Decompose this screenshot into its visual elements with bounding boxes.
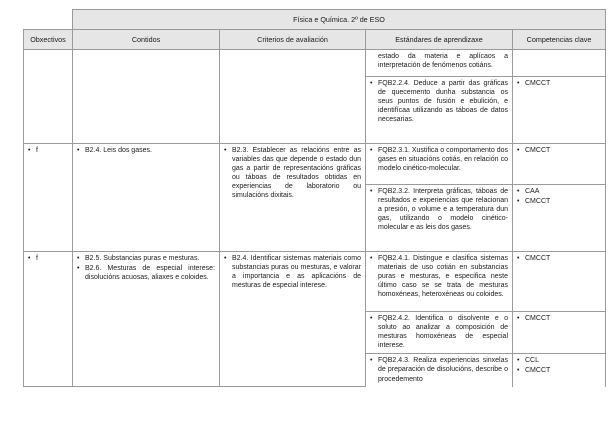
table-row: [24, 50, 606, 77]
criteria-cell: [220, 252, 366, 387]
competence-item: • CMCCT: [517, 79, 601, 88]
objectives-cell: [24, 50, 73, 144]
standard-cell: [366, 185, 513, 252]
competence-cell: [513, 185, 606, 252]
corner-cell: [24, 10, 73, 30]
competence-cell: [513, 252, 606, 312]
header-competences: Competencias clave: [513, 30, 606, 50]
competence-cell: [513, 144, 606, 185]
competence-item: • CMCCT: [517, 366, 601, 375]
standard-cell: [366, 312, 513, 354]
objective-item: • f: [28, 146, 68, 155]
objective-item: • f: [28, 254, 68, 263]
criteria-cell: [220, 144, 366, 252]
competence-item: • CCL: [517, 356, 601, 365]
header-objectives: Obxectivos: [24, 30, 73, 50]
standard-continuation: estado da materia e aplícaos a interpretación de fenómenos cotiáns.: [378, 53, 508, 70]
criterion-item: • B2.3. Establecer as relacións entre as variables das que depende o estado dun gas a partir de representacións gráficas ou táboas de resultados obtidas en experiencias de laboratorio ou simulacións dixitais.: [224, 146, 361, 201]
standard-cell: [366, 77, 513, 144]
standard-cell: [366, 354, 513, 387]
header-criteria: Criterios de avaliación: [220, 30, 366, 50]
table-row: [24, 252, 606, 312]
table-row: [24, 144, 606, 185]
standard-item: • FQB2.2.4. Deduce a partir das gráficas de quecemento dunha substancia os seus puntos de fusión e ebulición, e identifícaa utilizando as táboas de datos necesarias.: [370, 79, 508, 124]
contents-cell: [73, 144, 220, 252]
competence-item: • CMCCT: [517, 146, 601, 155]
content-item: • B2.4. Leis dos gases.: [77, 146, 215, 155]
competence-item: • CMCCT: [517, 197, 601, 206]
standard-item: • FQB2.3.2. Interpreta gráficas, táboas de resultados e experiencias que relacionan a presión, o volume e a temperatura dun gas, utilizando o modelo cinético-molecular e as leis dos gases.: [370, 187, 508, 232]
competence-cell: [513, 312, 606, 354]
competence-cell: [513, 50, 606, 77]
contents-cell: [73, 252, 220, 387]
header-standards: Estándares de aprendizaxe: [366, 30, 513, 50]
competence-cell: [513, 77, 606, 144]
standard-item: • FQB2.4.2. Identifica o disolvente e o soluto ao analizar a composición de mesturas homoxéneas de especial interese.: [370, 314, 508, 350]
curriculum-table: [23, 9, 606, 387]
content-item: • B2.5. Substancias puras e mesturas.: [77, 254, 215, 263]
objectives-cell: [24, 144, 73, 252]
competence-item: • CMCCT: [517, 314, 601, 323]
criterion-item: • B2.4. Identificar sistemas materiais como substancias puras ou mesturas, e valorar a importancia e as aplicacións de mesturas de especial interese.: [224, 254, 361, 290]
table-title: Física e Química. 2º de ESO: [73, 10, 606, 30]
content-item: • B2.6. Mesturas de especial interese: disolucións acuosas, aliaxes e coloides.: [77, 264, 215, 282]
standard-cell: [366, 50, 513, 77]
header-row: [24, 30, 606, 50]
objectives-cell: [24, 252, 73, 387]
standard-item: • FQB2.4.1. Distingue e clasifica sistemas materiais de uso cotián en substancias puras e mesturas, e especifica neste último caso se se trata de mesturas homoxéneas, heteroxéneas ou coloides.: [370, 254, 508, 299]
standard-item: • FQB2.3.1. Xustifica o comportamento dos gases en situacións cotiás, en relación co modelo cinético-molecular.: [370, 146, 508, 173]
title-row: [24, 10, 606, 30]
standard-cell: [366, 144, 513, 185]
standard-cell: [366, 252, 513, 312]
competence-item: • CMCCT: [517, 254, 601, 263]
criteria-cell: [220, 50, 366, 144]
contents-cell: [73, 50, 220, 144]
competence-item: • CAA: [517, 187, 601, 196]
header-contents: Contidos: [73, 30, 220, 50]
standard-item: • FQB2.4.3. Realiza experiencias sinxelas de preparación de disolucións, describe o procedemento: [370, 356, 508, 383]
competence-cell: [513, 354, 606, 387]
